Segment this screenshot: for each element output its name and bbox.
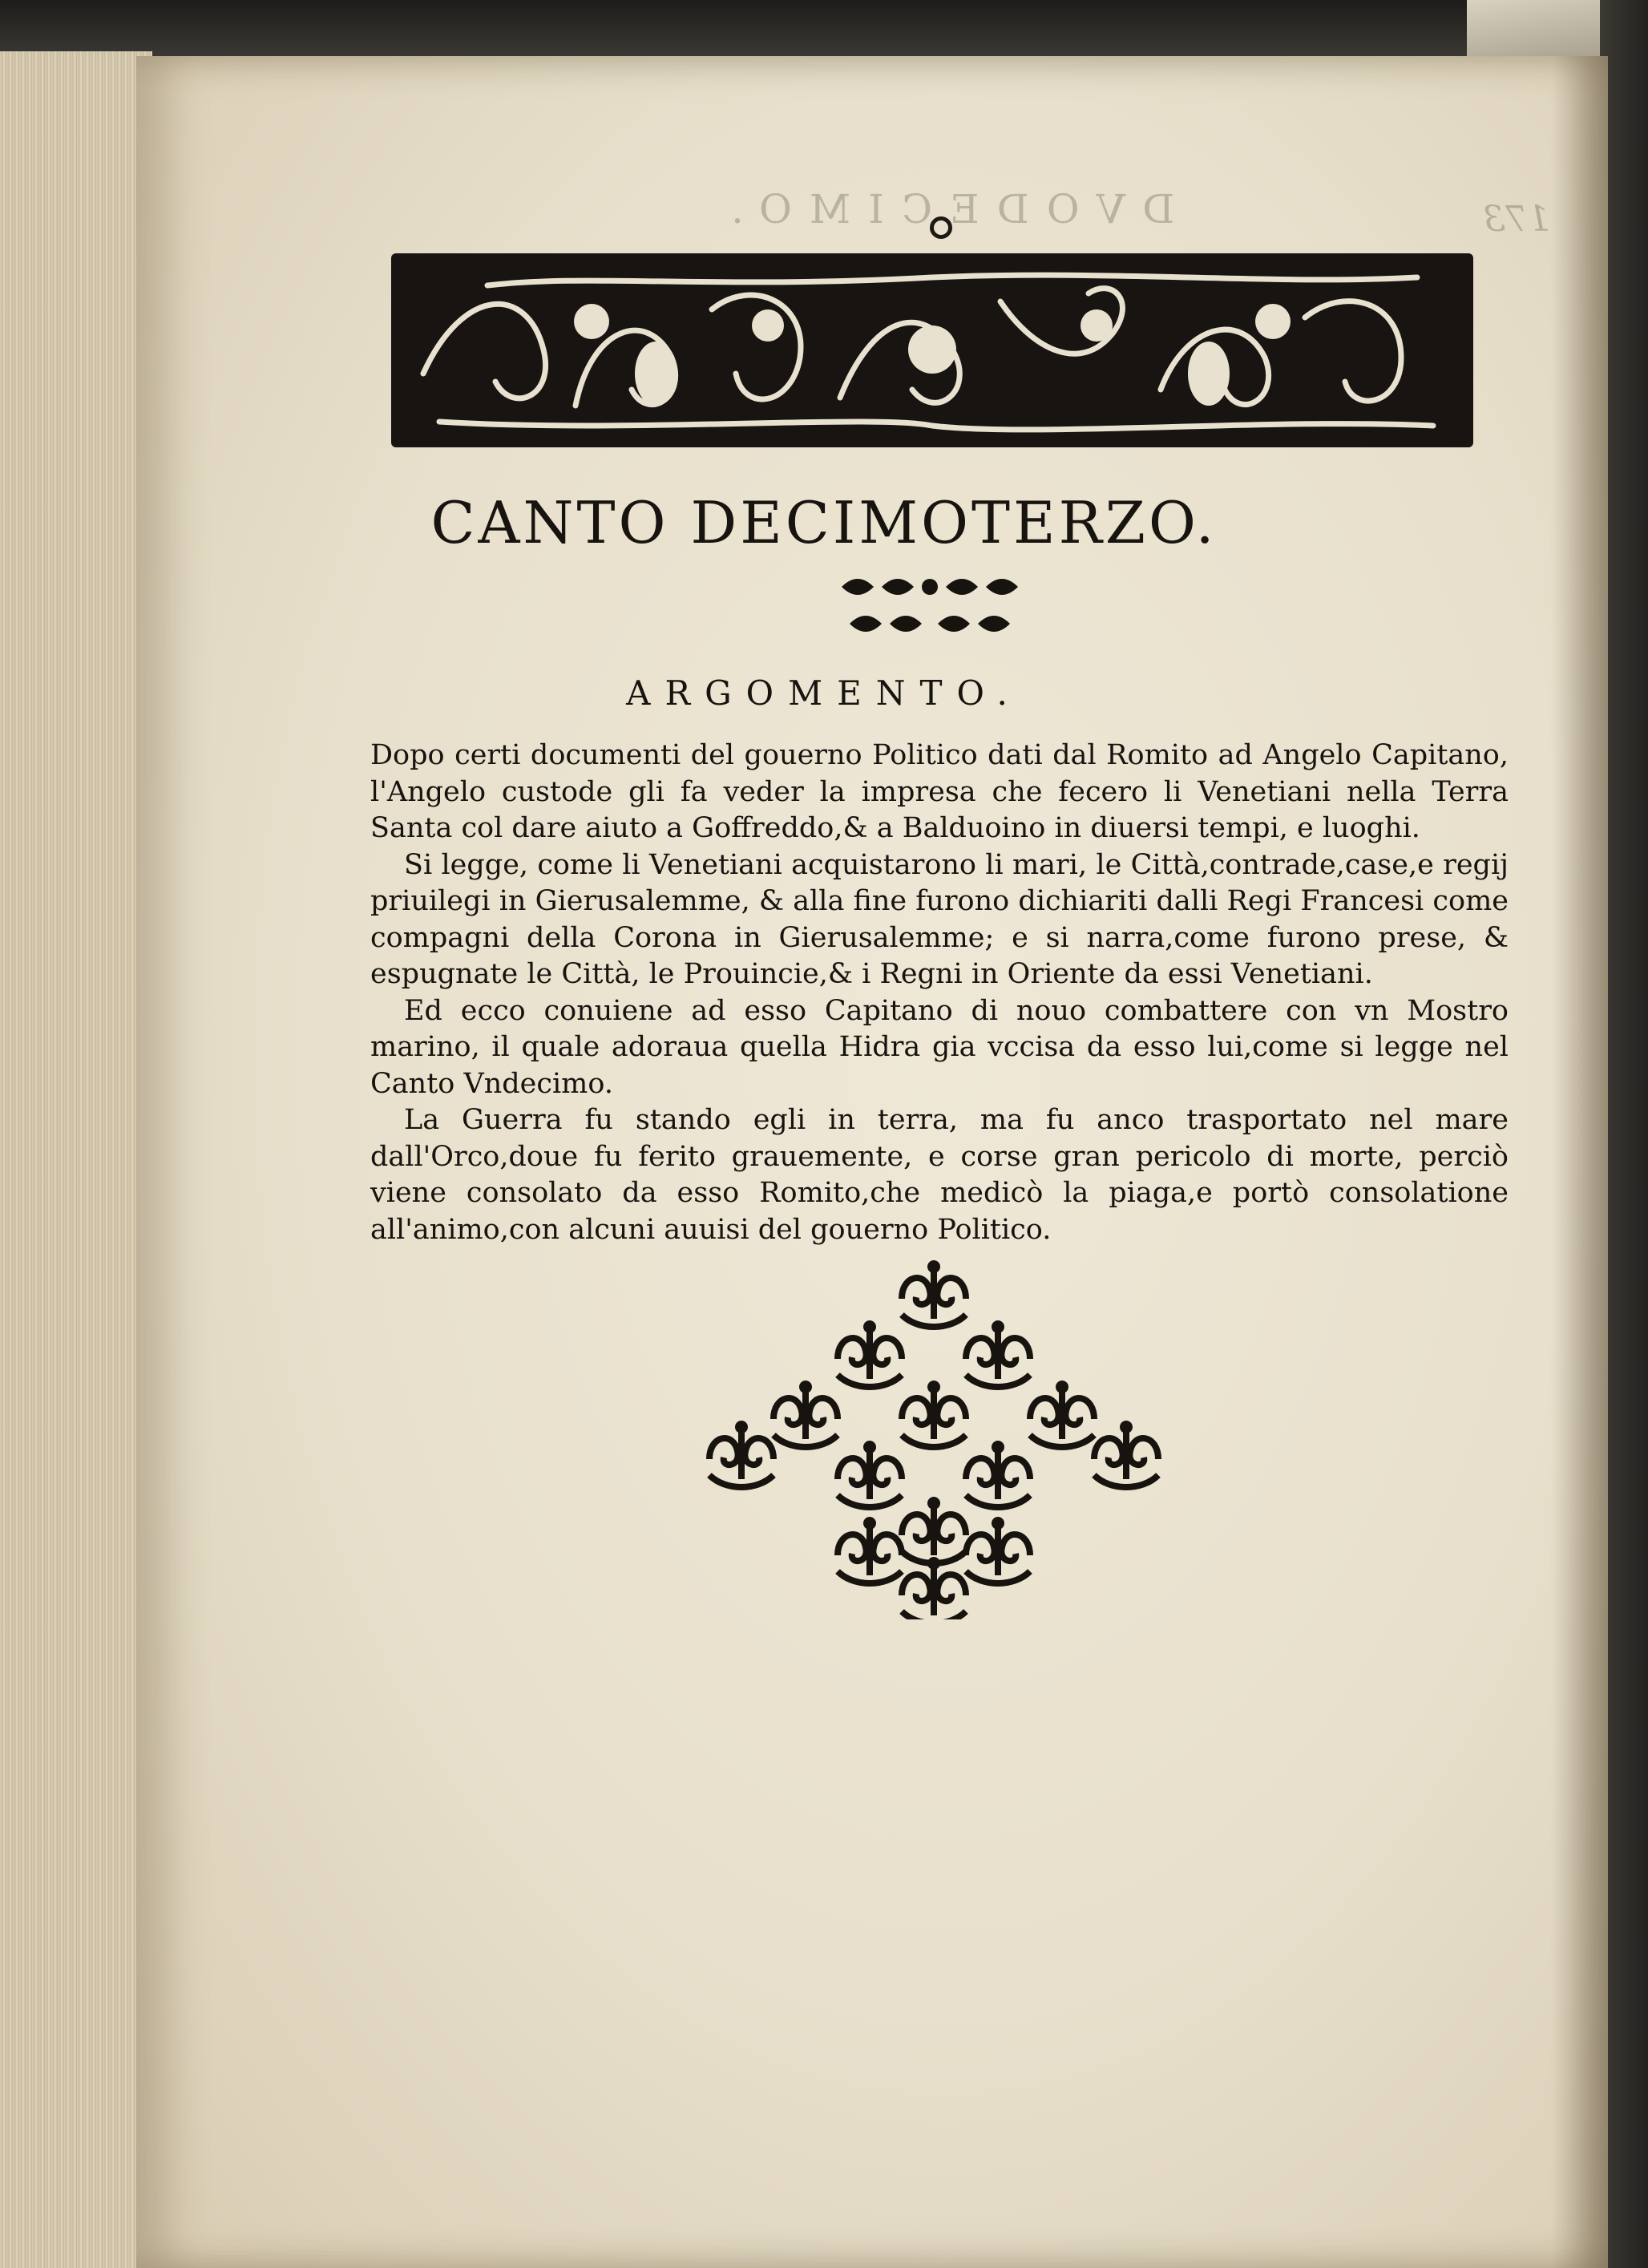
backdrop-top <box>0 0 1648 56</box>
paragraph-4: La Guerra fu stando egli in terra, ma fu anco trasportato nel mare dall'Orco,doue fu ferito grauemente, e corse gran pericolo di morte, perciò viene consolato da esso Romito,che medicò la piaga,e portò consolatione all'animo,con alcuni auuisi del gouerno Politico. <box>370 1104 1509 1246</box>
page-gutter <box>1552 56 1608 2268</box>
page-title: CANTO DECIMOTERZO. <box>430 489 1218 556</box>
paragraph-3: Ed ecco conuiene ad esso Capitano di nouo combattere con vn Mostro marino, il quale adoraua quella Hidra gia vccisa da esso lui,come si legge nel Canto Vndecimo. <box>370 994 1509 1100</box>
decorative-headpiece <box>391 253 1473 447</box>
page-edges-stack <box>0 51 152 2268</box>
ornamental-tailpiece <box>697 1243 1170 1619</box>
ornament-circle <box>930 216 952 239</box>
argument-text <box>370 738 1509 1248</box>
fleuron-ornament <box>834 569 1026 641</box>
page-number: 173 <box>1483 199 1550 240</box>
section-subtitle: ARGOMENTO. <box>626 673 1022 713</box>
paragraph-2: Si legge, come li Venetiani acquistarono li mari, le Città,contrade,case,e regij priuilegi in Gierusalemme, & alla fine furono dichiariti dalli Regi Francesi come compagni della Corona in Gierusalemme; e si narra,come furono prese, & espugnate le Città, le Prouincie,& i Regni in Oriente da essi Venetiani. <box>370 848 1509 990</box>
paragraph-1: Dopo certi documenti del gouerno Politico dati dal Romito ad Angelo Capitano, l'Angelo custode gli fa veder la impresa che fecero li Venetiani nella Terra Santa col dare aiuto a Goffreddo,& a Balduoino in diuersi tempi, e luoghi. <box>370 739 1509 844</box>
running-head: DVODECIMO. <box>713 186 1175 232</box>
